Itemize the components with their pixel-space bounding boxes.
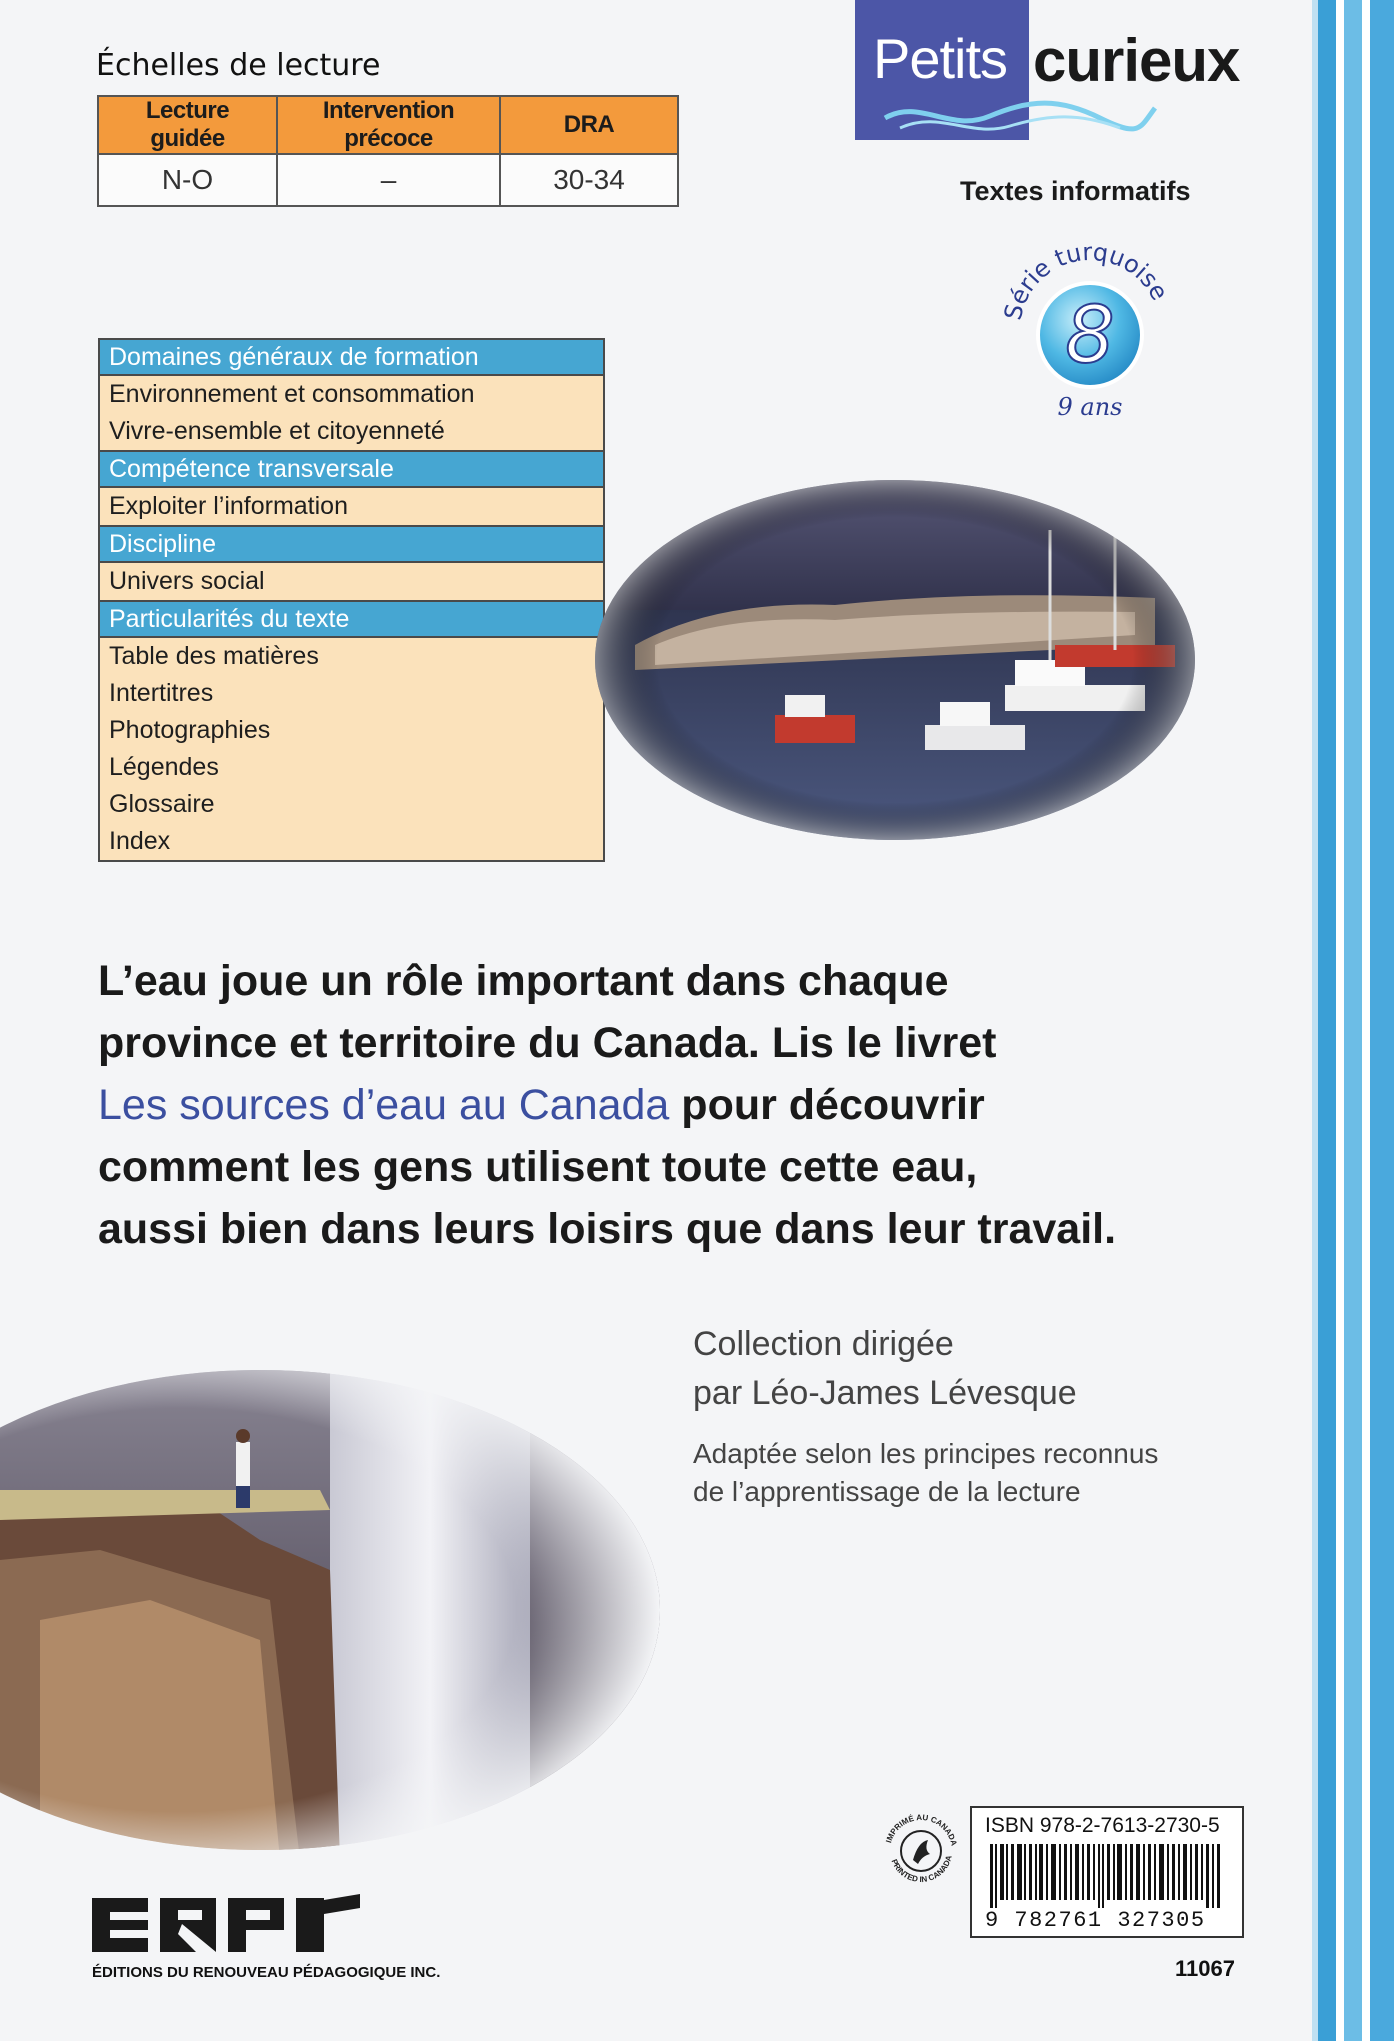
- logo-curieux: curieux: [1033, 27, 1240, 94]
- domain-header: Domaines généraux de formation: [100, 340, 603, 376]
- stamp-line-1: IMPRIMÉ AU CANADA: [884, 1812, 959, 1847]
- erpi-logo: [92, 1894, 362, 1960]
- adaptation-line-1: Adaptée selon les principes reconnus: [693, 1438, 1159, 1469]
- domain-item: Univers social: [100, 563, 603, 600]
- harbour-photo: [595, 470, 1195, 850]
- domain-item: Table des matières: [100, 638, 603, 675]
- reading-scales-table: [97, 95, 679, 207]
- badge-age: 9 ans: [1057, 393, 1123, 421]
- scale-header-dra: DRA: [500, 96, 678, 154]
- domain-item: Environnement et consommation: [100, 376, 603, 413]
- domain-header: Discipline: [100, 525, 603, 563]
- product-code: 11067: [1175, 1956, 1235, 1981]
- adaptation-line-2: de l’apprentissage de la lecture: [693, 1476, 1081, 1507]
- paragraph-line-rest: pour découvrir: [669, 1081, 985, 1129]
- collection-line-1: Collection dirigée: [693, 1325, 954, 1363]
- domains-table: [98, 338, 605, 862]
- side-stripes: [1312, 0, 1394, 2041]
- publisher-name: ÉDITIONS DU RENOUVEAU PÉDAGOGIQUE INC.: [92, 1964, 441, 1981]
- stamp-line-2: PRINTED IN CANADA: [889, 1854, 954, 1885]
- domain-item: Exploiter l’information: [100, 488, 603, 525]
- paragraph-line: comment les gens utilisent toute cette eau,: [98, 1143, 978, 1191]
- badge-number: 8: [1065, 291, 1115, 381]
- svg-text:IMPRIMÉ AU CANADA: [884, 1813, 958, 1847]
- collection-line-2: par Léo-James Lévesque: [693, 1374, 1077, 1412]
- domain-item: Glossaire: [100, 786, 603, 823]
- barcode-icon: [990, 1844, 1220, 1908]
- domain-item: Photographies: [100, 712, 603, 749]
- reading-scales-title: Échelles de lecture: [96, 48, 381, 83]
- domain-item: Intertitres: [100, 675, 603, 712]
- paragraph-line: L’eau joue un rôle important dans chaque: [98, 957, 949, 1005]
- isbn-label: ISBN 978-2-7613-2730-5: [985, 1814, 1220, 1837]
- domain-header: Compétence transversale: [100, 450, 603, 488]
- book-title: Les sources d’eau au Canada: [98, 1081, 670, 1129]
- isbn-digits: 9 782761 327305: [985, 1908, 1206, 1933]
- paragraph-line: province et territoire du Canada. Lis le livret: [98, 1019, 997, 1067]
- scale-header-guided: Lecture guidée: [98, 96, 277, 154]
- domain-item: Index: [100, 823, 603, 860]
- paragraph-line: aussi bien dans leurs loisirs que dans leur travail.: [98, 1205, 1117, 1253]
- scale-value-guided: N-O: [98, 154, 277, 206]
- logo-petits: Petits: [873, 27, 1008, 90]
- domain-item: Légendes: [100, 749, 603, 786]
- waterfall-photo: [0, 1340, 660, 1860]
- scale-header-early: Intervention précoce: [277, 96, 500, 154]
- series-badge: [990, 230, 1190, 430]
- printed-in-canada-stamp: [880, 1810, 962, 1892]
- scale-value-early: –: [277, 154, 500, 206]
- scale-value-dra: 30-34: [500, 154, 678, 206]
- subtitle-texts-informatifs: Textes informatifs: [960, 176, 1191, 206]
- domain-item: Vivre-ensemble et citoyenneté: [100, 413, 603, 450]
- wave-icon: [880, 88, 1160, 138]
- badge-series-label: Série turquoise: [998, 237, 1174, 323]
- description-paragraph: [98, 950, 1258, 1260]
- domain-header: Particularités du texte: [100, 600, 603, 638]
- paragraph-line: [98, 1074, 1258, 1136]
